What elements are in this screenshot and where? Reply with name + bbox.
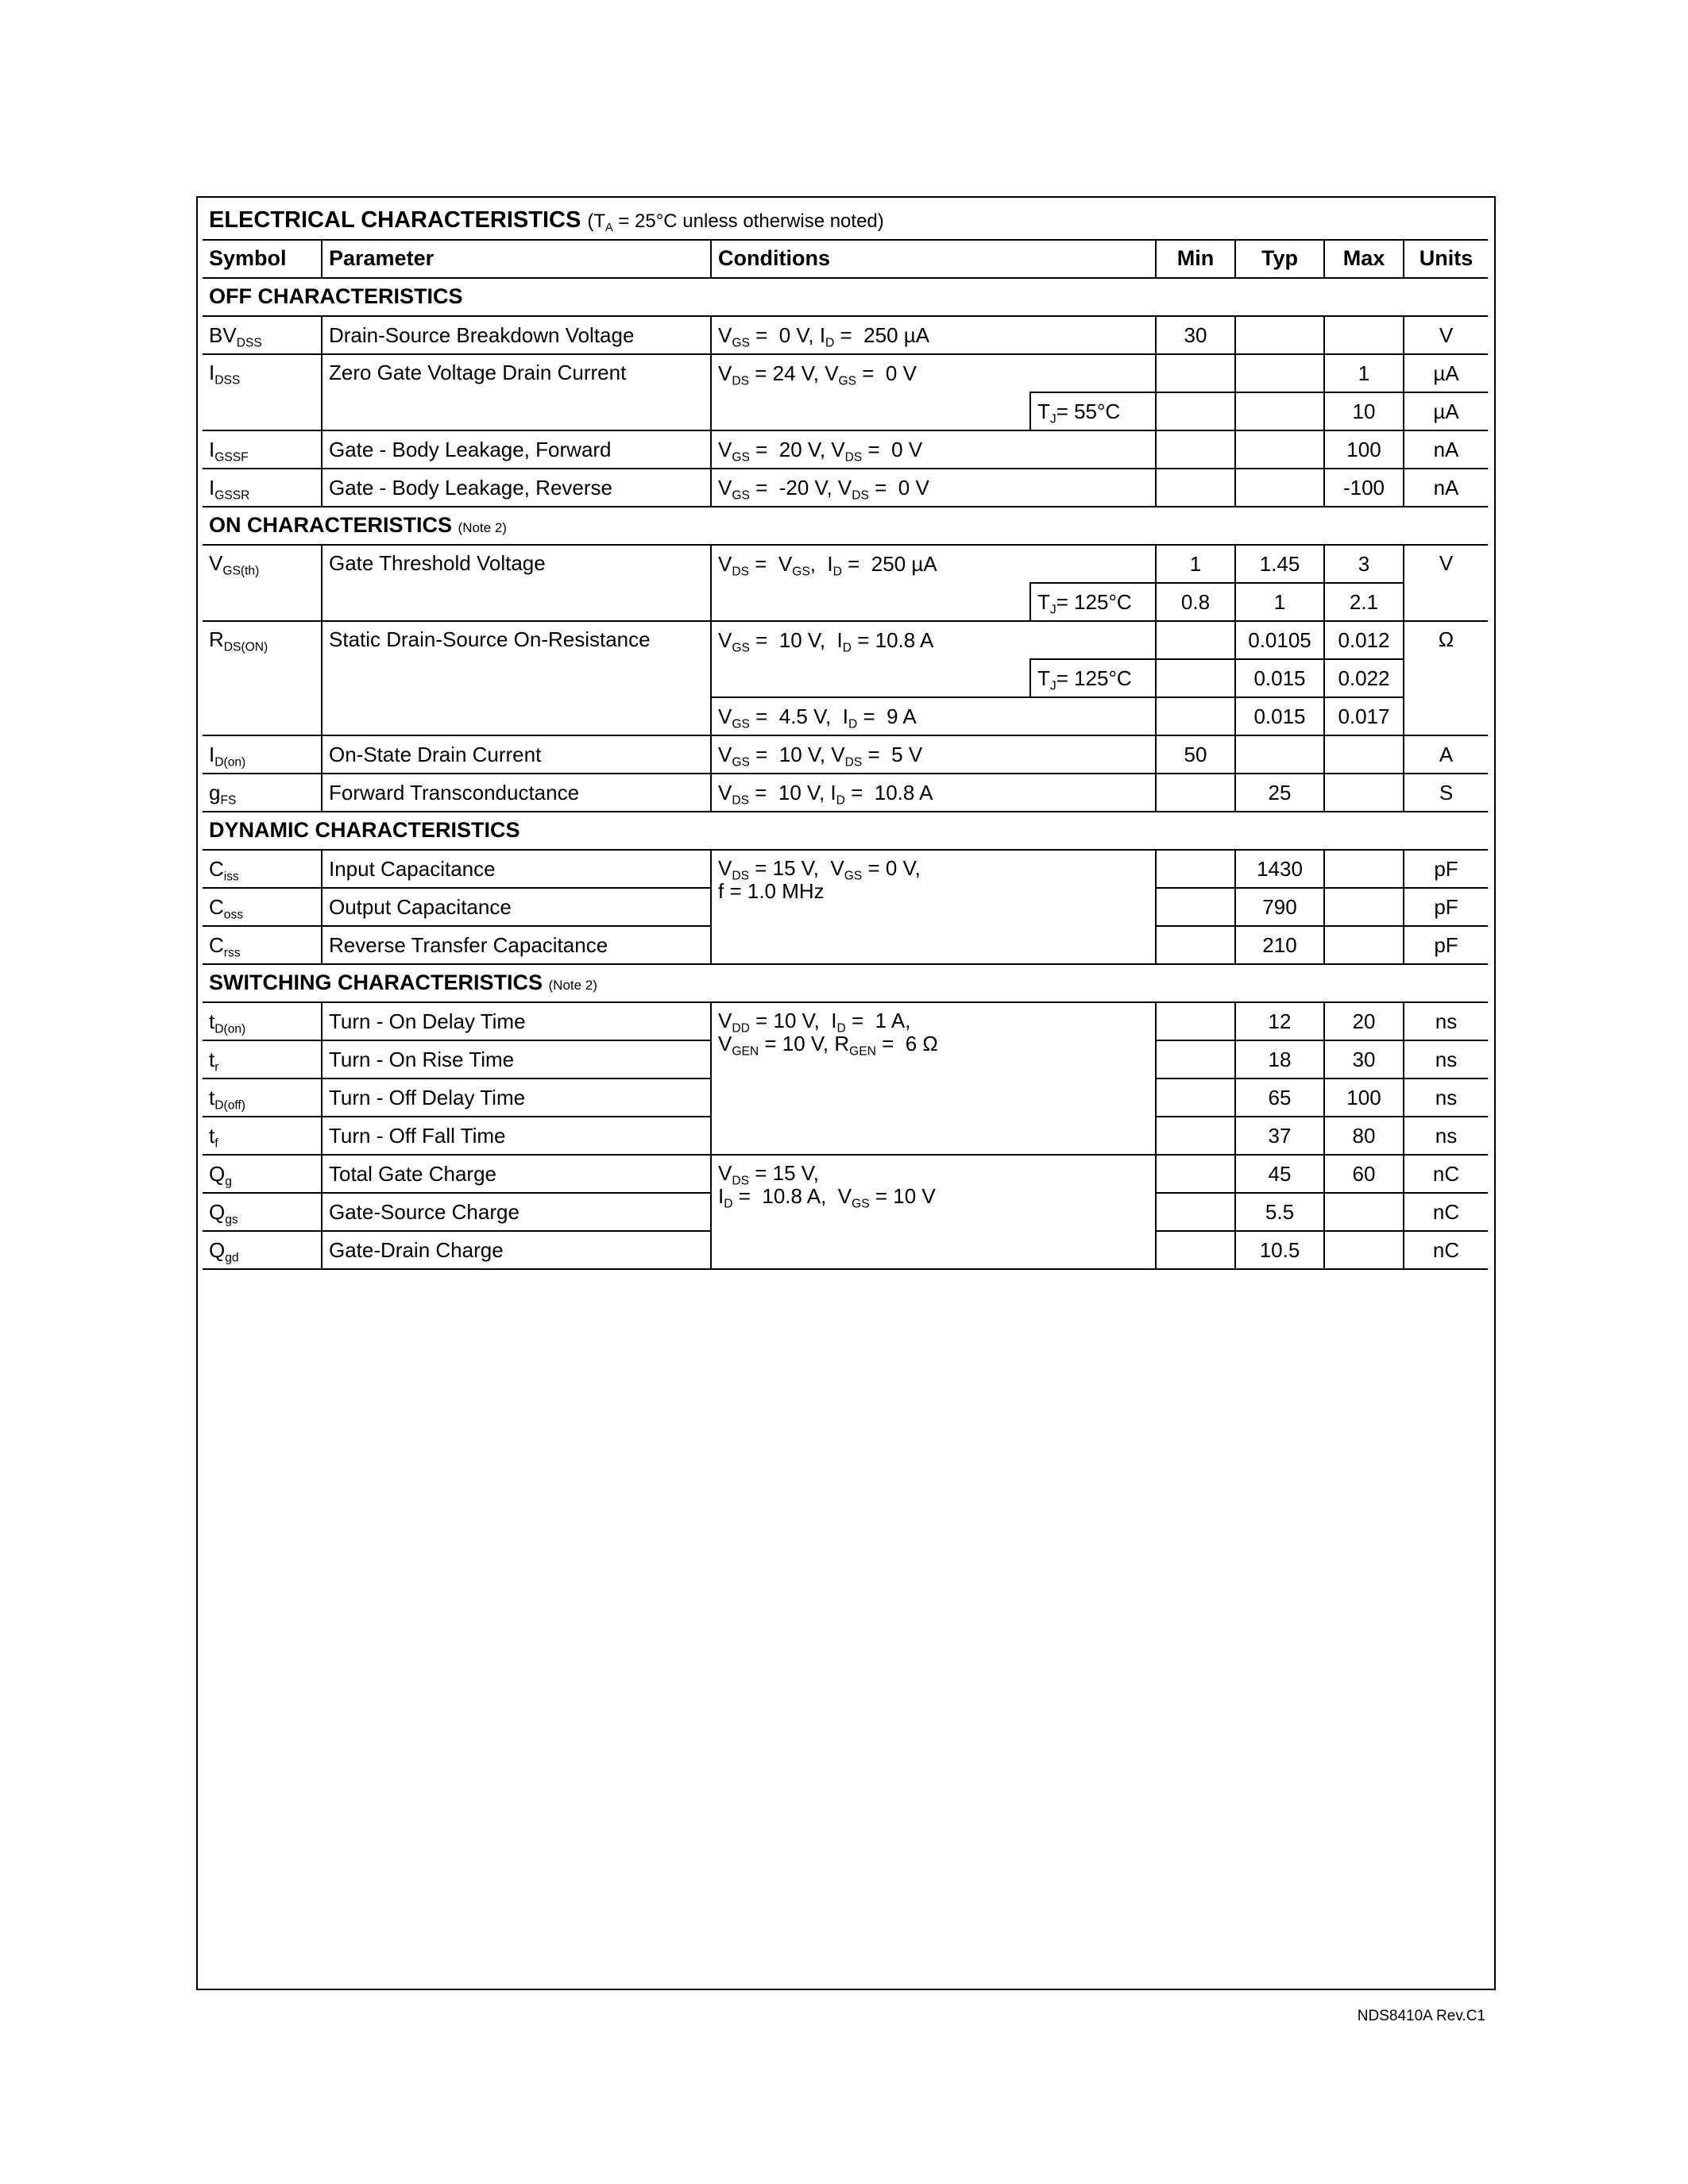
max-cell bbox=[1324, 1231, 1404, 1269]
min-cell bbox=[1156, 354, 1235, 392]
title-note: ($T_A = 25^\circ C$ unless otherwise noted) bbox=[587, 210, 884, 235]
max-cell bbox=[1324, 735, 1404, 774]
max-cell bbox=[1324, 850, 1404, 888]
parameter-cell: Drain-Source Breakdown Voltage bbox=[322, 316, 711, 354]
symbol-cell: $t_{D(off)}$ bbox=[203, 1078, 322, 1117]
symbol-cell: $I_{D(on)}$ bbox=[203, 735, 322, 774]
symbol-cell: $t_{D(on)}$ bbox=[203, 1002, 322, 1040]
min-cell bbox=[1156, 1231, 1235, 1269]
units-cell: pF bbox=[1404, 850, 1488, 888]
max-cell: -100 bbox=[1324, 469, 1404, 507]
min-cell bbox=[1156, 1193, 1235, 1231]
max-cell bbox=[1324, 1193, 1404, 1231]
symbol-cell: $I_{GSSR}$ bbox=[203, 469, 322, 507]
units-cell: nC bbox=[1404, 1231, 1488, 1269]
units-cell: µA bbox=[1404, 392, 1488, 430]
parameter-cell: Static Drain-Source On-Resistance bbox=[322, 621, 711, 735]
max-cell bbox=[1324, 316, 1404, 354]
max-cell: 10 bbox=[1324, 392, 1404, 430]
typ-cell bbox=[1235, 430, 1324, 469]
typ-cell bbox=[1235, 735, 1324, 774]
units-cell: Ω bbox=[1404, 621, 1488, 735]
min-cell bbox=[1156, 621, 1235, 659]
document-revision: NDS8410A Rev.C1 bbox=[1357, 2008, 1485, 2024]
min-cell: 0.8 bbox=[1156, 583, 1235, 621]
typ-cell: 10.5 bbox=[1235, 1231, 1324, 1269]
symbol-cell: $V_{GS(th)}$ bbox=[203, 545, 322, 621]
section-row bbox=[203, 812, 1488, 850]
typ-cell bbox=[1235, 469, 1324, 507]
typ-cell: 1.45 bbox=[1235, 545, 1324, 583]
conditions-spacer bbox=[711, 392, 1030, 430]
units-cell: nC bbox=[1404, 1193, 1488, 1231]
min-cell bbox=[1156, 1002, 1235, 1040]
symbol-cell: $t_r$ bbox=[203, 1040, 322, 1078]
units-cell: ns bbox=[1404, 1117, 1488, 1155]
parameter-cell: Gate - Body Leakage, Reverse bbox=[322, 469, 711, 507]
parameter-cell: Turn - On Rise Time bbox=[322, 1040, 711, 1078]
header-max: Max bbox=[1324, 240, 1404, 278]
units-cell: µA bbox=[1404, 354, 1488, 392]
table-row bbox=[203, 354, 1488, 392]
parameter-cell: On-State Drain Current bbox=[322, 735, 711, 774]
table-row bbox=[203, 469, 1488, 507]
units-cell: V bbox=[1404, 316, 1488, 354]
min-cell bbox=[1156, 1155, 1235, 1193]
min-cell bbox=[1156, 774, 1235, 812]
symbol-cell: $I_{DSS}$ bbox=[203, 354, 322, 430]
units-cell: ns bbox=[1404, 1002, 1488, 1040]
typ-cell: 210 bbox=[1235, 926, 1324, 964]
typ-cell: 65 bbox=[1235, 1078, 1324, 1117]
section-row bbox=[203, 507, 1488, 545]
max-cell: 60 bbox=[1324, 1155, 1404, 1193]
parameter-cell: Forward Transconductance bbox=[322, 774, 711, 812]
electrical-characteristics-table bbox=[203, 203, 1488, 1270]
max-cell: 3 bbox=[1324, 545, 1404, 583]
max-cell: 0.022 bbox=[1324, 659, 1404, 697]
parameter-cell: Reverse Transfer Capacitance bbox=[322, 926, 711, 964]
conditions-cell: $V_{DS} = 15$ V, $I_D = 10.8$ A, $V_{GS} = 10$ V bbox=[711, 1155, 1156, 1269]
typ-cell bbox=[1235, 316, 1324, 354]
tj-condition-cell: $T_J= 125^\circ C$ bbox=[1030, 583, 1156, 621]
min-cell: 1 bbox=[1156, 545, 1235, 583]
typ-cell: 1430 bbox=[1235, 850, 1324, 888]
max-cell: 0.012 bbox=[1324, 621, 1404, 659]
min-cell: 30 bbox=[1156, 316, 1235, 354]
units-cell: ns bbox=[1404, 1040, 1488, 1078]
min-cell bbox=[1156, 888, 1235, 926]
max-cell: 20 bbox=[1324, 1002, 1404, 1040]
symbol-cell: $t_f$ bbox=[203, 1117, 322, 1155]
units-cell: nA bbox=[1404, 469, 1488, 507]
title-text: ELECTRICAL CHARACTERISTICS bbox=[209, 207, 581, 233]
parameter-cell: Gate-Drain Charge bbox=[322, 1231, 711, 1269]
table-row bbox=[203, 1002, 1488, 1040]
typ-cell: 5.5 bbox=[1235, 1193, 1324, 1231]
parameter-cell: Gate Threshold Voltage bbox=[322, 545, 711, 621]
symbol-cell: $C_{iss}$ bbox=[203, 850, 322, 888]
conditions-cell: $V_{GS} = 10$ V, $I_D = 10.8$ A bbox=[711, 621, 1156, 659]
symbol-cell: $g_{FS}$ bbox=[203, 774, 322, 812]
typ-cell: 45 bbox=[1235, 1155, 1324, 1193]
parameter-cell: Gate-Source Charge bbox=[322, 1193, 711, 1231]
table-row bbox=[203, 621, 1488, 659]
typ-cell: 0.0105 bbox=[1235, 621, 1324, 659]
typ-cell: 0.015 bbox=[1235, 659, 1324, 697]
conditions-cell: $V_{GS} = -20$ V, $V_{DS} = 0$ V bbox=[711, 469, 1156, 507]
tj-condition-cell: $T_J= 125^\circ C$ bbox=[1030, 659, 1156, 697]
max-cell: 100 bbox=[1324, 430, 1404, 469]
header-row bbox=[203, 240, 1488, 278]
section-row bbox=[203, 964, 1488, 1002]
min-cell bbox=[1156, 850, 1235, 888]
max-cell bbox=[1324, 774, 1404, 812]
section-switching: SWITCHING CHARACTERISTICS (Note 2) bbox=[203, 964, 1488, 1002]
min-cell bbox=[1156, 1078, 1235, 1117]
symbol-cell: $BV_{DSS}$ bbox=[203, 316, 322, 354]
typ-cell: 1 bbox=[1235, 583, 1324, 621]
header-min: Min bbox=[1156, 240, 1235, 278]
section-dynamic: DYNAMIC CHARACTERISTICS bbox=[203, 812, 1488, 850]
conditions-cell: $V_{DS} = 24$ V, $V_{GS} = 0$ V bbox=[711, 354, 1156, 392]
min-cell bbox=[1156, 697, 1235, 735]
parameter-cell: Output Capacitance bbox=[322, 888, 711, 926]
units-cell: pF bbox=[1404, 888, 1488, 926]
min-cell bbox=[1156, 926, 1235, 964]
typ-cell: 790 bbox=[1235, 888, 1324, 926]
parameter-cell: Turn - Off Fall Time bbox=[322, 1117, 711, 1155]
symbol-cell: $I_{GSSF}$ bbox=[203, 430, 322, 469]
parameter-cell: Turn - Off Delay Time bbox=[322, 1078, 711, 1117]
conditions-spacer bbox=[711, 583, 1030, 621]
max-cell: 30 bbox=[1324, 1040, 1404, 1078]
units-cell: V bbox=[1404, 545, 1488, 621]
max-cell: 2.1 bbox=[1324, 583, 1404, 621]
units-cell: pF bbox=[1404, 926, 1488, 964]
symbol-cell: $Q_g$ bbox=[203, 1155, 322, 1193]
table-title-row bbox=[203, 203, 1488, 240]
section-on: ON CHARACTERISTICS (Note 2) bbox=[203, 507, 1488, 545]
table-row bbox=[203, 850, 1488, 888]
units-cell: S bbox=[1404, 774, 1488, 812]
units-cell: nC bbox=[1404, 1155, 1488, 1193]
header-units: Units bbox=[1404, 240, 1488, 278]
parameter-cell: Gate - Body Leakage, Forward bbox=[322, 430, 711, 469]
min-cell bbox=[1156, 1117, 1235, 1155]
max-cell bbox=[1324, 926, 1404, 964]
conditions-cell: $V_{DS} = 15$ V, $V_{GS} = 0$ V, f = 1.0 MHz bbox=[711, 850, 1156, 964]
symbol-cell: $Q_{gd}$ bbox=[203, 1231, 322, 1269]
min-cell bbox=[1156, 430, 1235, 469]
parameter-cell: Total Gate Charge bbox=[322, 1155, 711, 1193]
conditions-cell: $V_{GS} = 0$ V, $I_D = 250$ µA bbox=[711, 316, 1156, 354]
symbol-cell: $Q_{gs}$ bbox=[203, 1193, 322, 1231]
table-row bbox=[203, 774, 1488, 812]
symbol-cell: $R_{DS(ON)}$ bbox=[203, 621, 322, 735]
typ-cell: 18 bbox=[1235, 1040, 1324, 1078]
table-row bbox=[203, 545, 1488, 583]
header-conditions: Conditions bbox=[711, 240, 1156, 278]
conditions-spacer bbox=[711, 659, 1030, 697]
typ-cell: 0.015 bbox=[1235, 697, 1324, 735]
max-cell: 1 bbox=[1324, 354, 1404, 392]
parameter-cell: Zero Gate Voltage Drain Current bbox=[322, 354, 711, 430]
conditions-cell: $V_{DD} = 10$ V, $I_D = 1$ A, $V_{GEN} = 10$ V, $R_{GEN} = 6$ Ω bbox=[711, 1002, 1156, 1155]
max-cell: 80 bbox=[1324, 1117, 1404, 1155]
table-row bbox=[203, 316, 1488, 354]
max-cell bbox=[1324, 888, 1404, 926]
table-row bbox=[203, 735, 1488, 774]
header-typ: Typ bbox=[1235, 240, 1324, 278]
min-cell bbox=[1156, 392, 1235, 430]
min-cell bbox=[1156, 469, 1235, 507]
section-off: OFF CHARACTERISTICS bbox=[203, 278, 1488, 316]
header-symbol: Symbol bbox=[203, 240, 322, 278]
conditions-cell: $V_{GS} = 20$ V, $V_{DS} = 0$ V bbox=[711, 430, 1156, 469]
tj-condition-cell: $T_J= 55^\circ C$ bbox=[1030, 392, 1156, 430]
typ-cell bbox=[1235, 392, 1324, 430]
header-parameter: Parameter bbox=[322, 240, 711, 278]
max-cell: 100 bbox=[1324, 1078, 1404, 1117]
symbol-cell: $C_{oss}$ bbox=[203, 888, 322, 926]
typ-cell: 37 bbox=[1235, 1117, 1324, 1155]
conditions-cell: $V_{DS} = 10$ V, $I_D = 10.8$ A bbox=[711, 774, 1156, 812]
units-cell: A bbox=[1404, 735, 1488, 774]
parameter-cell: Input Capacitance bbox=[322, 850, 711, 888]
typ-cell: 25 bbox=[1235, 774, 1324, 812]
min-cell: 50 bbox=[1156, 735, 1235, 774]
conditions-cell: $V_{GS} = 10$ V, $V_{DS} = 5$ V bbox=[711, 735, 1156, 774]
table-row bbox=[203, 1155, 1488, 1193]
max-cell: 0.017 bbox=[1324, 697, 1404, 735]
parameter-cell: Turn - On Delay Time bbox=[322, 1002, 711, 1040]
table-row bbox=[203, 430, 1488, 469]
units-cell: ns bbox=[1404, 1078, 1488, 1117]
symbol-cell: $C_{rss}$ bbox=[203, 926, 322, 964]
table-title bbox=[203, 203, 1488, 240]
section-row bbox=[203, 278, 1488, 316]
units-cell: nA bbox=[1404, 430, 1488, 469]
typ-cell bbox=[1235, 354, 1324, 392]
min-cell bbox=[1156, 659, 1235, 697]
conditions-cell: $V_{GS} = 4.5$ V, $I_D = 9$ A bbox=[711, 697, 1156, 735]
min-cell bbox=[1156, 1040, 1235, 1078]
typ-cell: 12 bbox=[1235, 1002, 1324, 1040]
conditions-cell: $V_{DS} = V_{GS}$, $I_D = 250$ µA bbox=[711, 545, 1156, 583]
